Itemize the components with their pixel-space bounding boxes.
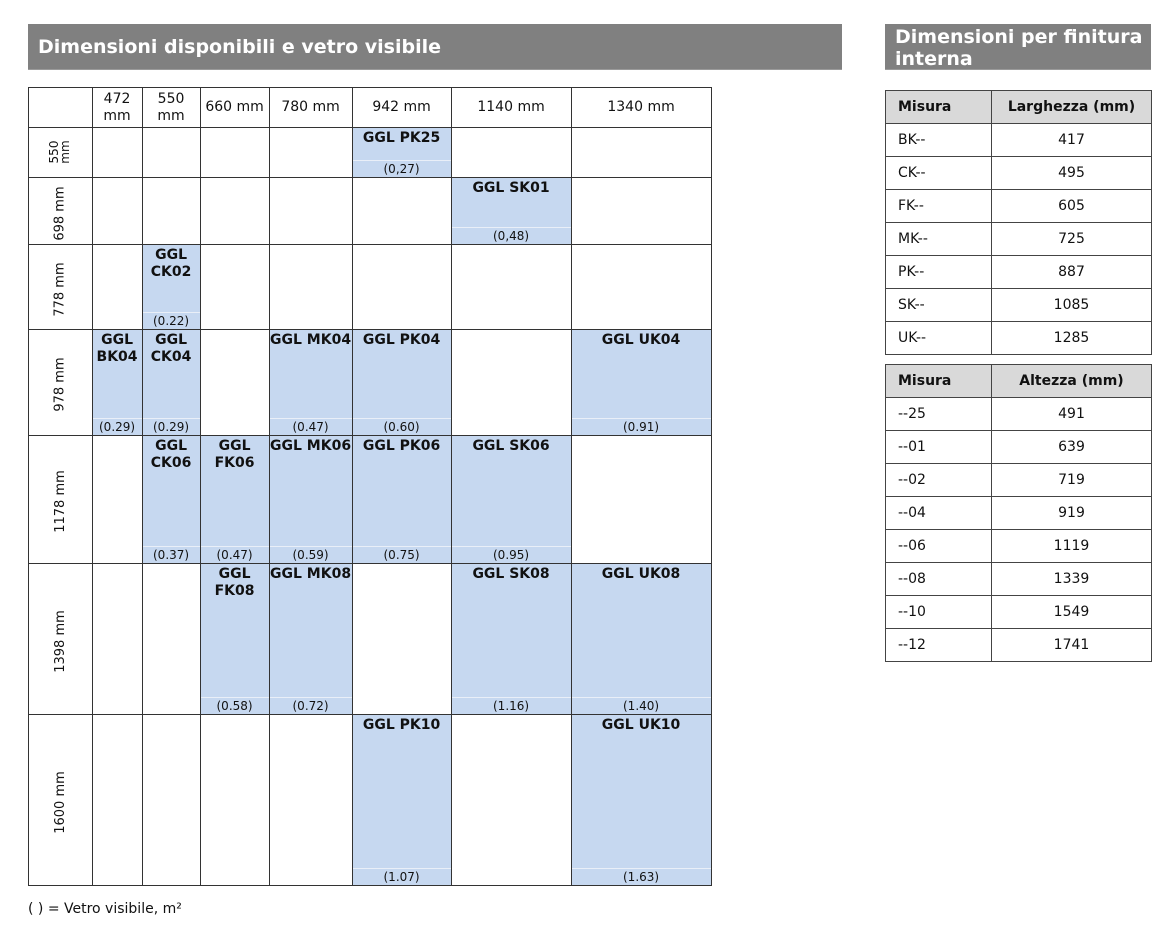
width-row <box>886 190 1152 223</box>
glass-area: (0.91) <box>572 418 711 435</box>
empty-cell <box>200 178 269 245</box>
width-value: 1285 <box>992 322 1152 355</box>
main-title: Dimensioni disponibili e vetro visibile <box>28 24 842 70</box>
grid-row <box>29 178 712 245</box>
width-size: PK-- <box>886 256 992 289</box>
height-size: --02 <box>886 464 992 497</box>
window-code: GGL PK04 <box>362 332 441 348</box>
height-row <box>886 629 1152 662</box>
height-row <box>886 464 1152 497</box>
glass-area: (0.47) <box>201 546 269 563</box>
empty-cell <box>92 128 142 178</box>
glass-area: (0,27) <box>353 160 451 177</box>
height-row <box>886 398 1152 431</box>
empty-cell <box>571 128 711 178</box>
row-header-label: 1178 mm <box>52 470 68 533</box>
window-code: GGL PK10 <box>362 717 441 733</box>
window-size-cell <box>571 564 711 715</box>
height-size: --25 <box>886 398 992 431</box>
height-value: 1339 <box>992 563 1152 596</box>
height-row <box>886 563 1152 596</box>
grid-row <box>29 245 712 330</box>
window-size-cell <box>142 436 200 564</box>
empty-cell <box>200 128 269 178</box>
glass-area: (0.72) <box>270 697 352 714</box>
window-size-cell <box>269 330 352 436</box>
height-size: --10 <box>886 596 992 629</box>
empty-cell <box>200 715 269 886</box>
window-size-cell <box>571 330 711 436</box>
window-size-cell <box>352 128 451 178</box>
glass-area: (1.16) <box>452 697 571 714</box>
column-header: 1140 mm <box>451 88 571 128</box>
width-header-value: Larghezza (mm) <box>992 91 1152 124</box>
width-row <box>886 157 1152 190</box>
height-value: 1119 <box>992 530 1152 563</box>
window-size-cell <box>92 330 142 436</box>
grid-corner <box>29 88 93 128</box>
window-size-cell <box>451 564 571 715</box>
window-size-cell <box>352 330 451 436</box>
row-header-label: 698 mm <box>52 185 68 241</box>
width-row <box>886 223 1152 256</box>
window-code: GGL SK01 <box>472 180 550 196</box>
glass-area: (0.95) <box>452 546 571 563</box>
column-header: 942 mm <box>352 88 451 128</box>
empty-cell <box>352 245 451 330</box>
row-header <box>29 715 93 886</box>
row-header-label: 978 mm <box>52 357 68 412</box>
grid-row <box>29 564 712 715</box>
width-row <box>886 124 1152 157</box>
empty-cell <box>142 564 200 715</box>
glass-area: (1.07) <box>353 868 451 885</box>
width-row <box>886 322 1152 355</box>
empty-cell <box>92 715 142 886</box>
glass-area: (0.75) <box>353 546 451 563</box>
window-size-cell <box>451 178 571 245</box>
height-value: 1741 <box>992 629 1152 662</box>
window-code: GGL CK02 <box>150 247 192 280</box>
empty-cell <box>571 245 711 330</box>
height-size: --08 <box>886 563 992 596</box>
height-size: --04 <box>886 497 992 530</box>
empty-cell <box>451 330 571 436</box>
window-code: GGL MK08 <box>270 566 352 582</box>
window-size-cell <box>142 245 200 330</box>
empty-cell <box>352 564 451 715</box>
row-header-label: 778 mm <box>52 261 68 317</box>
grid-row <box>29 128 712 178</box>
window-code: GGL MK04 <box>270 332 352 348</box>
grid-row <box>29 330 712 436</box>
column-header: 780 mm <box>269 88 352 128</box>
empty-cell <box>451 715 571 886</box>
empty-cell <box>92 245 142 330</box>
width-value: 725 <box>992 223 1152 256</box>
empty-cell <box>92 178 142 245</box>
width-row <box>886 256 1152 289</box>
empty-cell <box>571 178 711 245</box>
height-row <box>886 431 1152 464</box>
side-title: Dimensioni per finitura interna <box>885 24 1151 70</box>
row-header-label: 550 mm <box>47 139 73 164</box>
window-code: GGL PK25 <box>362 130 441 146</box>
height-header-value: Altezza (mm) <box>992 365 1152 398</box>
window-size-cell <box>200 436 269 564</box>
glass-area: (1.40) <box>572 697 711 714</box>
footnote: ( ) = Vetro visibile, m² <box>28 901 182 917</box>
window-size-cell <box>451 436 571 564</box>
window-code: GGL FK08 <box>214 566 255 599</box>
width-size: BK-- <box>886 124 992 157</box>
size-grid <box>28 87 712 886</box>
glass-area: (0.29) <box>93 418 142 435</box>
glass-area: (0.60) <box>353 418 451 435</box>
window-code: GGL UK10 <box>601 717 681 733</box>
glass-area: (0.47) <box>270 418 352 435</box>
glass-area: (0.29) <box>143 418 200 435</box>
height-row <box>886 497 1152 530</box>
width-value: 887 <box>992 256 1152 289</box>
height-size: --06 <box>886 530 992 563</box>
empty-cell <box>269 128 352 178</box>
column-header: 550 mm <box>142 88 200 128</box>
window-size-cell <box>571 715 711 886</box>
empty-cell <box>269 245 352 330</box>
empty-cell <box>451 245 571 330</box>
row-header <box>29 178 93 245</box>
height-value: 491 <box>992 398 1152 431</box>
window-code: GGL SK08 <box>472 566 550 582</box>
row-header <box>29 128 93 178</box>
width-header-size: Misura <box>886 91 992 124</box>
width-size: UK-- <box>886 322 992 355</box>
window-code: GGL FK06 <box>214 438 255 471</box>
width-row <box>886 289 1152 322</box>
empty-cell <box>352 178 451 245</box>
window-size-cell <box>200 564 269 715</box>
window-code: GGL UK04 <box>601 332 681 348</box>
glass-area: (1.63) <box>572 868 711 885</box>
window-size-cell <box>142 330 200 436</box>
window-code: GGL PK06 <box>362 438 441 454</box>
window-code: GGL MK06 <box>270 438 352 454</box>
glass-area: (0.37) <box>143 546 200 563</box>
column-header: 660 mm <box>200 88 269 128</box>
width-table <box>885 90 1152 355</box>
empty-cell <box>200 245 269 330</box>
height-size: --01 <box>886 431 992 464</box>
window-size-cell <box>269 436 352 564</box>
empty-cell <box>142 715 200 886</box>
window-size-cell <box>352 715 451 886</box>
empty-cell <box>142 128 200 178</box>
window-size-cell <box>269 564 352 715</box>
height-row <box>886 596 1152 629</box>
window-code: GGL SK06 <box>472 438 550 454</box>
width-value: 1085 <box>992 289 1152 322</box>
height-size: --12 <box>886 629 992 662</box>
glass-area: (0,48) <box>452 227 571 244</box>
grid-row <box>29 436 712 564</box>
window-code: GGL UK08 <box>601 566 681 582</box>
glass-area: (0.22) <box>143 312 200 329</box>
width-size: CK-- <box>886 157 992 190</box>
glass-area: (0.58) <box>201 697 269 714</box>
empty-cell <box>451 128 571 178</box>
height-header-size: Misura <box>886 365 992 398</box>
window-code: GGL CK04 <box>150 332 192 365</box>
width-value: 605 <box>992 190 1152 223</box>
row-header <box>29 245 93 330</box>
empty-cell <box>200 330 269 436</box>
glass-area: (0.59) <box>270 546 352 563</box>
height-value: 1549 <box>992 596 1152 629</box>
empty-cell <box>571 436 711 564</box>
height-value: 919 <box>992 497 1152 530</box>
height-value: 639 <box>992 431 1152 464</box>
window-size-cell <box>352 436 451 564</box>
grid-row <box>29 715 712 886</box>
row-header <box>29 564 93 715</box>
column-header: 1340 mm <box>571 88 711 128</box>
width-size: FK-- <box>886 190 992 223</box>
row-header <box>29 436 93 564</box>
height-row <box>886 530 1152 563</box>
width-size: MK-- <box>886 223 992 256</box>
empty-cell <box>92 564 142 715</box>
empty-cell <box>92 436 142 564</box>
width-value: 495 <box>992 157 1152 190</box>
empty-cell <box>269 178 352 245</box>
width-value: 417 <box>992 124 1152 157</box>
empty-cell <box>142 178 200 245</box>
column-header: 472 mm <box>92 88 142 128</box>
window-code: GGL BK04 <box>96 332 138 365</box>
row-header <box>29 330 93 436</box>
width-size: SK-- <box>886 289 992 322</box>
window-code: GGL CK06 <box>150 438 192 471</box>
height-table <box>885 364 1152 662</box>
row-header-label: 1398 mm <box>52 609 68 673</box>
row-header-label: 1600 mm <box>52 770 68 834</box>
height-value: 719 <box>992 464 1152 497</box>
empty-cell <box>269 715 352 886</box>
